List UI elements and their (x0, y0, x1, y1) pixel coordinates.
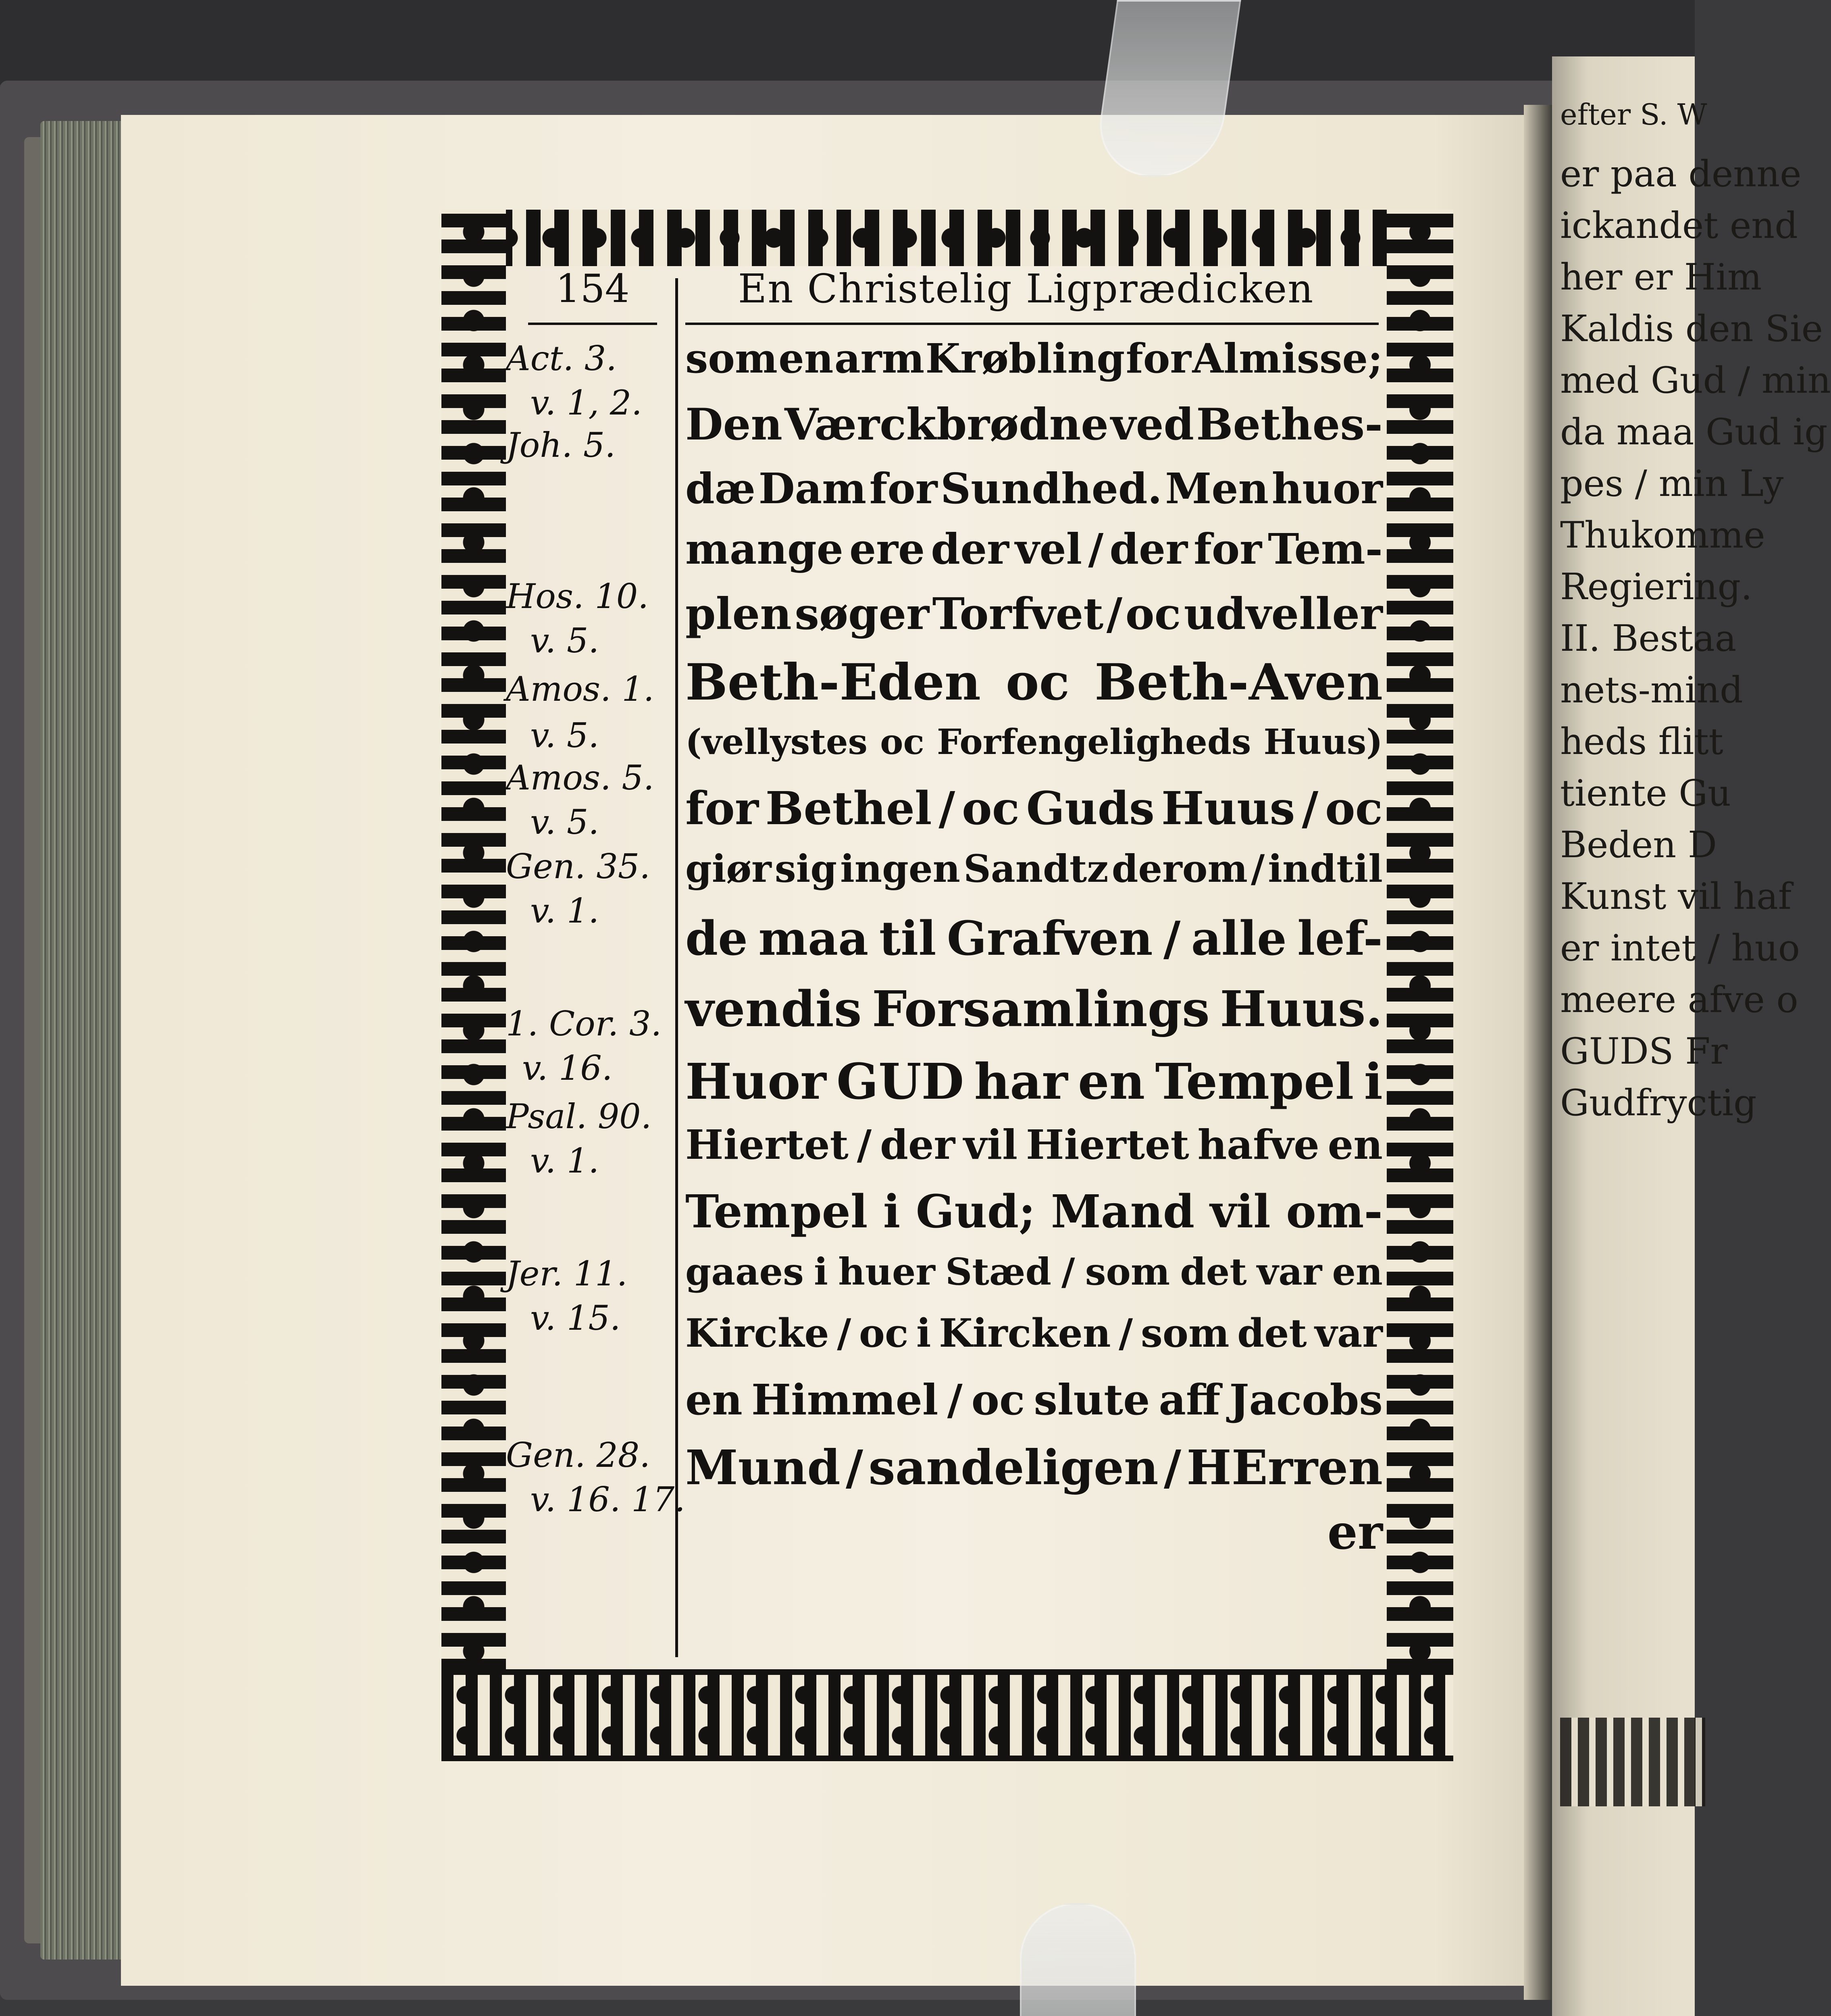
facing-line: efter S. W (1560, 98, 1707, 131)
word: var (1315, 1310, 1383, 1356)
margin-note: v. 5. (530, 802, 599, 842)
margin-note: v. 1. (530, 1141, 599, 1181)
word: Huus (1161, 782, 1295, 835)
facing-line: Regiering. (1560, 566, 1752, 608)
word: Mand (1051, 1185, 1195, 1238)
body-line (685, 464, 1383, 532)
facing-line: II. Bestaa (1560, 617, 1737, 660)
body-line (685, 1439, 1383, 1508)
word: der (1109, 524, 1188, 574)
word: vendis (685, 980, 862, 1038)
scan-background (0, 0, 1695, 85)
body-line (685, 589, 1383, 657)
word: det (1180, 1250, 1247, 1293)
word: Krøbling (925, 335, 1125, 382)
word: Tempel (1155, 1052, 1354, 1110)
word: / (947, 1375, 963, 1425)
word: Bethes- (1196, 399, 1383, 450)
word: for (685, 782, 759, 835)
body-line (685, 1052, 1383, 1121)
margin-note: Amos. 1. (506, 669, 654, 709)
word: ere (849, 524, 925, 574)
word: Den (685, 399, 782, 450)
page-stack-edge (40, 121, 125, 1960)
word: Huor (685, 1052, 826, 1110)
word: Almisse; (1192, 335, 1383, 382)
ornament-border-left (441, 210, 506, 1750)
word: dæ (685, 464, 756, 513)
facing-line: da maa Gud ig (1560, 411, 1828, 453)
margin-note: Gen. 35. (506, 847, 650, 886)
word: indtil (1268, 847, 1383, 891)
word: Men (1165, 464, 1269, 513)
margin-note: Jer. 11. (506, 1254, 628, 1293)
facing-line: nets-mind (1560, 669, 1743, 711)
word: Forfengeligheds (937, 722, 1251, 762)
page-clip-bottom (1020, 1903, 1136, 2016)
word: / (1250, 847, 1265, 891)
word: huor (1271, 464, 1383, 513)
word: Værckbrødne (784, 399, 1109, 450)
facing-line: ickandet end (1560, 204, 1798, 247)
word: sandeligen (868, 1439, 1159, 1495)
facing-ornament (1560, 1718, 1705, 1806)
body-line (685, 911, 1383, 980)
page-number-rule (528, 323, 657, 325)
word: / (1119, 1310, 1133, 1356)
facing-line: Beden D (1560, 824, 1717, 866)
margin-note: v. 15. (530, 1298, 621, 1338)
word: ved (1111, 399, 1194, 450)
word: / (1302, 782, 1319, 835)
word: oc (1325, 782, 1383, 835)
word: Stæd (945, 1250, 1051, 1293)
word: Jacobs (1229, 1375, 1383, 1425)
body-line (685, 653, 1383, 722)
word: sig (774, 847, 837, 891)
word: en (778, 335, 834, 382)
word: / (1163, 911, 1181, 966)
word: en (1078, 1052, 1145, 1110)
word: derom (1111, 847, 1248, 891)
margin-note: v. 1, 2. (530, 383, 642, 423)
word: oc (859, 1310, 909, 1356)
header-rule (685, 323, 1379, 325)
word: Sundhed. (940, 464, 1162, 513)
body-line (685, 524, 1383, 593)
facing-line: meere afve o (1560, 979, 1798, 1021)
word: i (883, 1185, 901, 1238)
word: / (846, 1439, 863, 1495)
facing-line: er paa denne (1560, 153, 1802, 195)
word: / (837, 1310, 851, 1356)
word: i (814, 1250, 828, 1293)
margin-note: v. 16. (522, 1048, 613, 1088)
word: Gud; (916, 1185, 1036, 1238)
body-line (685, 335, 1383, 403)
word: søger (795, 589, 930, 639)
margin-note: v. 5. (530, 621, 599, 660)
facing-line: heds flitt (1560, 721, 1723, 763)
word: der (880, 1121, 955, 1168)
word: for (1126, 335, 1192, 382)
word: for (869, 464, 938, 513)
word: vil (1210, 1185, 1271, 1238)
word: Guds (1026, 782, 1155, 835)
word: / (857, 1121, 872, 1168)
body-line (685, 1185, 1383, 1254)
word: Forsamlings (872, 980, 1210, 1038)
facing-line: pes / min Ly (1560, 462, 1784, 505)
facing-line: Thukomme (1560, 514, 1765, 556)
margin-note: v. 5. (530, 716, 599, 755)
margin-note: 1. Cor. 3. (506, 1004, 662, 1043)
word: oc (880, 722, 924, 762)
body-line (685, 1375, 1383, 1443)
word: Bethel (765, 782, 932, 835)
margin-note: Amos. 5. (506, 758, 654, 798)
body-line (685, 399, 1383, 468)
word: en (1332, 1250, 1383, 1293)
word: aff (1159, 1375, 1221, 1425)
word: plen (685, 589, 792, 639)
word: vil (963, 1121, 1018, 1168)
word: Torfvet (932, 589, 1104, 639)
word: de (685, 911, 748, 966)
word: lef- (1297, 911, 1383, 966)
word: om- (1286, 1185, 1383, 1238)
word: for (1194, 524, 1262, 574)
facing-page-text (1560, 89, 1831, 1129)
body-line (685, 1121, 1383, 1189)
word: hafve (1197, 1121, 1319, 1168)
word: Kircken (939, 1310, 1111, 1356)
body-line (685, 847, 1383, 915)
ornament-border-bottom (441, 1669, 1453, 1761)
word: en (1327, 1121, 1383, 1168)
word: maa (758, 911, 869, 966)
body-line (685, 1310, 1383, 1379)
word: Mund (685, 1439, 841, 1495)
word: Himmel (751, 1375, 938, 1425)
word: / (1106, 589, 1123, 639)
margin-note: Act. 3. (506, 339, 617, 378)
word: slute (1034, 1375, 1150, 1425)
word: oc (961, 782, 1020, 835)
word: ingen (840, 847, 960, 891)
facing-line: tiente Gu (1560, 772, 1731, 814)
word: GUD (836, 1052, 964, 1110)
word: Beth-Eden (685, 653, 981, 712)
word: (vellystes (685, 722, 868, 762)
margin-note: Gen. 28. (506, 1435, 650, 1475)
word: en (685, 1375, 743, 1425)
ornament-border-top (441, 210, 1453, 266)
facing-line: Kaldis den Sie (1560, 308, 1823, 350)
word: har (974, 1052, 1068, 1110)
margin-note: Hos. 10. (506, 577, 649, 616)
word: Beth-Aven (1094, 653, 1383, 712)
body-line (685, 722, 1383, 790)
word: arm (834, 335, 925, 382)
word: i (1364, 1052, 1383, 1110)
word: / (1163, 1439, 1182, 1495)
ornament-border-right (1387, 210, 1453, 1750)
facing-line: Kunst vil haf (1560, 875, 1792, 918)
word: Hiertet (1026, 1121, 1189, 1168)
word: huer (838, 1250, 935, 1293)
word: Sandtz (963, 847, 1109, 891)
word: Tem- (1268, 524, 1383, 574)
facing-line: Gudfryctig (1560, 1082, 1757, 1124)
margin-note: v. 1. (530, 891, 599, 931)
word: alle (1191, 911, 1287, 966)
word: mange (685, 524, 843, 574)
word: HErren (1186, 1439, 1383, 1495)
word: som (685, 335, 778, 382)
word: / (1061, 1250, 1075, 1293)
body-line (685, 782, 1383, 851)
body-line (685, 980, 1383, 1048)
catchword: er (1327, 1504, 1383, 1560)
body-line (685, 1250, 1383, 1318)
margin-note: v. 16. 17. (530, 1480, 685, 1519)
word: som (1085, 1250, 1170, 1293)
word: Hiertet (685, 1121, 849, 1168)
margin-column-rule (675, 278, 678, 1657)
word: Tempel (685, 1185, 868, 1238)
word: oc (1005, 653, 1070, 712)
right-page (1552, 56, 1831, 2016)
word: oc (1125, 589, 1181, 639)
word: som (1140, 1310, 1230, 1356)
facing-line: GUDS Fr (1560, 1030, 1728, 1073)
word: til (879, 911, 936, 966)
word: Dam (758, 464, 867, 513)
word: / (938, 782, 955, 835)
page-number: 154 (556, 266, 630, 311)
margin-note: Psal. 90. (506, 1097, 652, 1136)
facing-line: med Gud / min (1560, 359, 1831, 402)
word: i (916, 1310, 931, 1356)
word: udveller (1184, 589, 1383, 639)
word: gaaes (685, 1250, 804, 1293)
running-head: En Christelig Ligprædicken (738, 266, 1314, 312)
facing-line: her er Him (1560, 256, 1762, 298)
word: vel (1015, 524, 1082, 574)
word: var (1257, 1250, 1322, 1293)
word: der (931, 524, 1009, 574)
facing-line: er intet / huo (1560, 927, 1800, 969)
word: det (1237, 1310, 1307, 1356)
word: Kircke (685, 1310, 829, 1356)
word: Huus) (1263, 722, 1383, 762)
word: Huus. (1220, 980, 1383, 1038)
word: oc (971, 1375, 1025, 1425)
word: / (1088, 524, 1104, 574)
word: Grafven (947, 911, 1153, 966)
margin-note: Joh. 5. (506, 425, 616, 465)
word: giør (685, 847, 772, 891)
